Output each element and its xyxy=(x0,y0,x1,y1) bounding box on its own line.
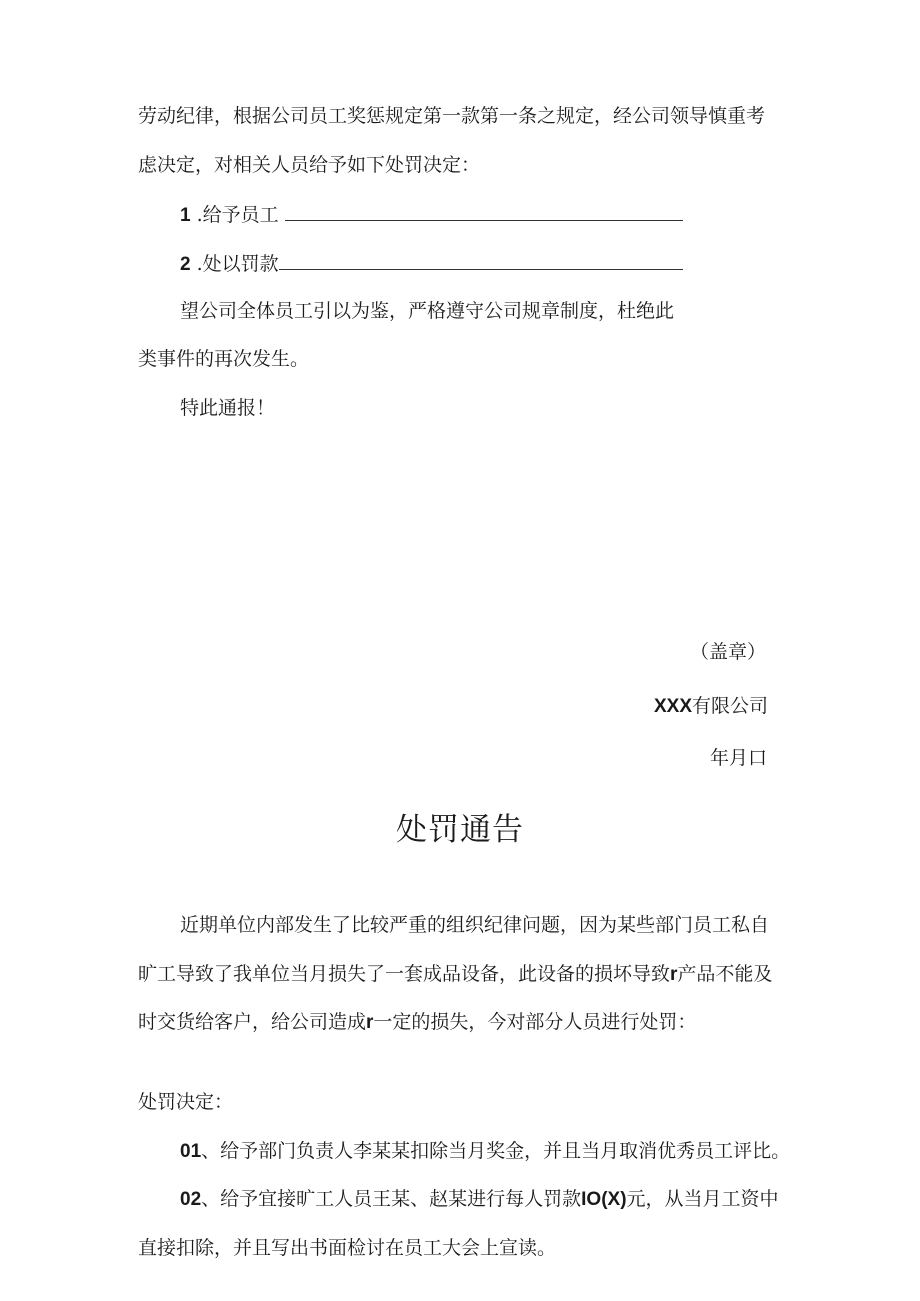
company-prefix: XXX xyxy=(654,696,693,717)
item-text: 元，从当月工资中 xyxy=(626,1188,779,1210)
notice1-closing: 特此通报！ xyxy=(180,397,276,419)
notice1-paragraph-line1: 劳动纪律，根据公司员工奖惩规定第一款第一条之规定，经公司领导慎重考 xyxy=(138,105,766,127)
document-title: 处罚通告 xyxy=(396,812,524,848)
item-number: 01 xyxy=(180,1141,202,1162)
item-number: 1 xyxy=(180,205,191,226)
notice1-item-1 xyxy=(180,202,683,228)
notice1-warning-line2: 类事件的再次发生。 xyxy=(138,348,310,370)
decision-heading: 处罚决定： xyxy=(138,1091,234,1113)
item-number: 02 xyxy=(180,1189,202,1210)
item-text: .给予员工 xyxy=(196,204,279,226)
company-suffix: 有限公司 xyxy=(692,695,769,717)
text-segment: 一定的损失，今对部分人员进行处罚： xyxy=(373,1011,697,1033)
text-segment: r xyxy=(670,964,678,985)
blank-line xyxy=(279,251,683,270)
decision-item-2 xyxy=(180,1187,779,1212)
seal-label: （盖章） xyxy=(690,641,767,663)
company-name xyxy=(654,694,768,719)
notice2-intro-line1: 近期单位内部发生了比较严重的组织纪律问题，因为某些部门员工私自 xyxy=(180,914,770,936)
blank-line xyxy=(285,202,683,221)
text-segment: 时交货给客户，给公司造成 xyxy=(138,1011,367,1033)
notice1-item-2 xyxy=(180,251,683,277)
item-text: 、给予宜接旷工人员王某、赵某进行每人罚款 xyxy=(201,1188,582,1210)
item-text: .处以罚款 xyxy=(196,253,279,275)
text-segment: 旷工导致了我单位当月损失了一套成品设备，此设备的损坏导致 xyxy=(138,963,671,985)
fine-amount: IO(X) xyxy=(581,1189,627,1210)
item-number: 2 xyxy=(180,254,191,275)
notice2-intro-line3 xyxy=(138,1010,696,1035)
item-text: 、给予部门负责人李某某扣除当月奖金，并且当月取消优秀员工评比。 xyxy=(201,1140,791,1162)
decision-item-1 xyxy=(180,1139,790,1164)
notice1-date: 年月口 xyxy=(710,747,768,769)
decision-item-2-line2: 直接扣除，并且写出书面检讨在员工大会上宣读。 xyxy=(138,1237,557,1259)
text-segment: r xyxy=(366,1012,374,1033)
notice1-paragraph-line2: 虑决定，对相关人员给予如下处罚决定： xyxy=(138,154,481,176)
text-segment: 产品不能及 xyxy=(677,963,773,985)
notice2-intro-line2 xyxy=(138,962,772,987)
notice1-warning-line1: 望公司全体员工引以为鉴，严格遵守公司规章制度，杜绝此 xyxy=(180,300,675,322)
